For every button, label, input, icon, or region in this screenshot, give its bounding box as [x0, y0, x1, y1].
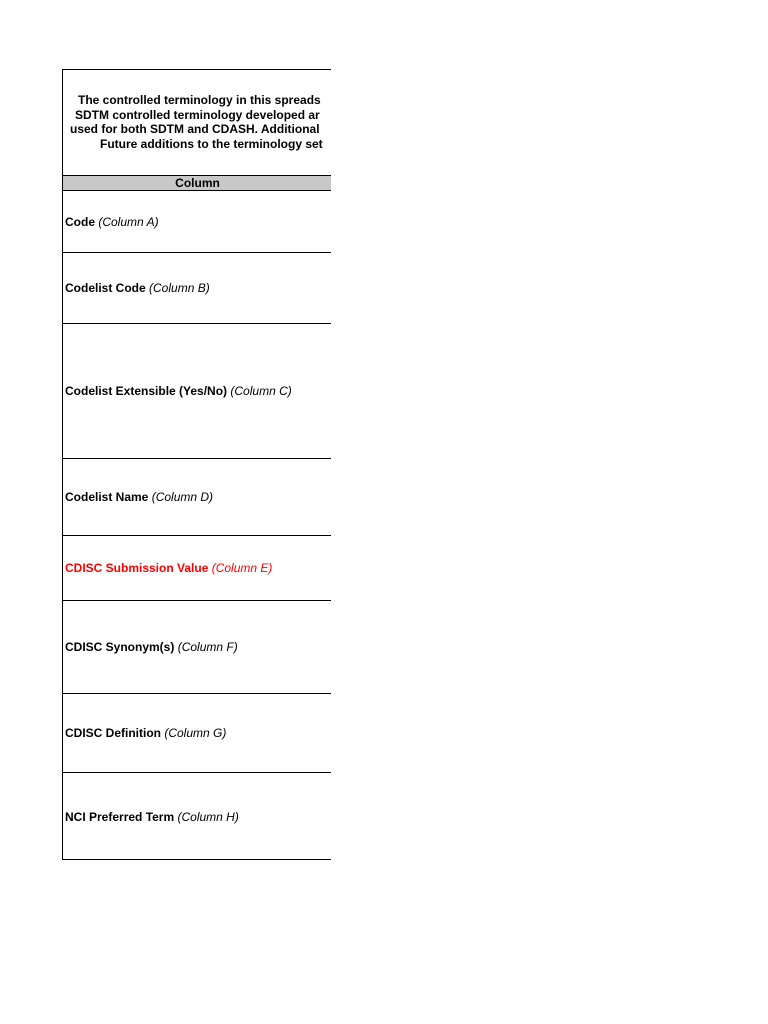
- table-row[interactable]: [63, 191, 331, 253]
- column-ref: (Column F): [177, 640, 238, 654]
- table-row[interactable]: [63, 694, 331, 773]
- column-ref: (Column D): [151, 490, 214, 504]
- row-label: [63, 561, 272, 575]
- intro-text: [63, 70, 331, 175]
- field-name: NCI Preferred Term: [65, 809, 175, 824]
- field-name: Codelist Extensible (Yes/No): [65, 384, 228, 398]
- field-name: CDISC Definition: [65, 726, 161, 740]
- column-ref: (Column H): [177, 809, 239, 824]
- row-label: [63, 726, 226, 740]
- field-name: CDISC Submission Value: [65, 561, 209, 575]
- intro-line: The controlled terminology in this spreads: [78, 93, 321, 107]
- table-row[interactable]: [63, 536, 331, 601]
- column-ref: (Column G): [164, 726, 227, 740]
- row-label: [63, 810, 239, 824]
- field-name: CDISC Synonym(s): [65, 640, 175, 654]
- field-name: Codelist Code: [65, 281, 146, 295]
- table-row[interactable]: [63, 459, 331, 536]
- spreadsheet-table: [62, 69, 331, 860]
- row-label: [63, 215, 159, 229]
- row-label: [63, 281, 210, 295]
- row-label: [63, 384, 292, 398]
- column-ref: (Column B): [149, 281, 210, 295]
- row-label: [63, 490, 213, 504]
- intro-line: SDTM controlled terminology developed ar: [75, 108, 320, 122]
- column-header: Column: [63, 175, 331, 191]
- field-name: Codelist Name: [65, 490, 149, 504]
- table-row[interactable]: [63, 773, 331, 860]
- column-ref: (Column C): [230, 384, 292, 398]
- row-label: [63, 640, 238, 654]
- field-name: Code: [65, 214, 95, 229]
- column-ref: (Column A): [98, 214, 159, 229]
- table-row[interactable]: [63, 324, 331, 459]
- table-row[interactable]: [63, 601, 331, 694]
- intro-line: Future additions to the terminology set: [100, 137, 323, 151]
- column-ref: (Column E): [211, 561, 273, 575]
- intro-line: used for both SDTM and CDASH. Additional: [70, 122, 320, 136]
- table-row[interactable]: [63, 253, 331, 324]
